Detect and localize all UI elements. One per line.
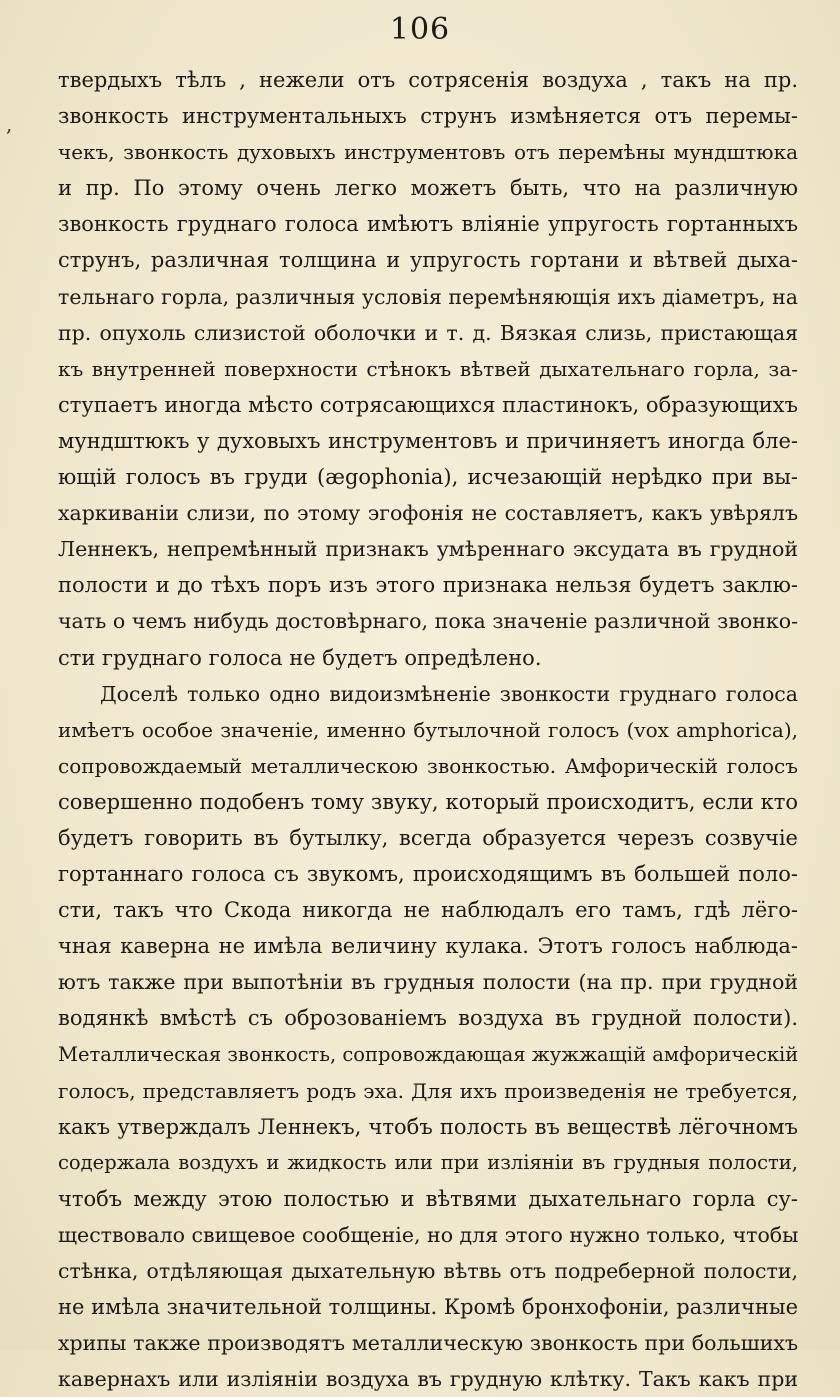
- text-line: стѣнка, отдѣляющая дыхательную вѣтвь отъ подреберной полости,: [58, 1259, 798, 1284]
- text-line: не имѣла значительной толщины. Кромѣ бронхофоніи, различные: [58, 1295, 798, 1320]
- text-line: струнъ, различная толщина и упругость гортани и вѣтвей дыха-: [58, 248, 798, 273]
- text-line: звонкость груднаго голоса имѣютъ вліяніе упругость гортанныхъ: [58, 212, 798, 237]
- text-line: какъ утверждалъ Леннекъ, чтобъ полость въ веществѣ лёгочномъ: [58, 1114, 798, 1139]
- text-line: водянкѣ вмѣстѣ съ оброзованіемъ воздуха въ грудной полости).: [58, 1006, 798, 1031]
- text-line: ступаетъ иногда мѣсто сотрясающихся пластинокъ, образующихъ: [58, 392, 798, 417]
- paragraph-start-line: Доселѣ только одно видоизмѣненіе звонкости груднаго голоса: [100, 681, 798, 706]
- page-number: 106: [389, 12, 451, 47]
- text-line: ютъ также при выпотѣніи въ грудныя полости (на пр. при грудной: [58, 970, 798, 995]
- text-line: совершенно подобенъ тому звуку, который происходитъ, если кто: [58, 789, 798, 814]
- text-line: голосъ, представляетъ родъ эха. Для ихъ произведенія не требуется,: [58, 1078, 798, 1103]
- text-line: къ внутренней поверхности стѣнокъ вѣтвей дыхательнаго горла, за-: [58, 356, 798, 381]
- text-line: хрипы также производятъ металлическую звонкость при большихъ: [58, 1331, 798, 1356]
- text-line: пр. опухоль слизистой оболочки и т. д. Вязкая слизь, пристающая: [58, 320, 798, 345]
- body-text: [58, 62, 798, 1397]
- text-line: сопровождаемый металлическою звонкостью. Амфорическій голосъ: [58, 753, 798, 778]
- text-line: имѣетъ особое значеніе, именно бутылочной голосъ (vox amphorica),: [58, 717, 798, 742]
- text-line: харкиваніи слизи, по этому эгофонія не составляетъ, какъ увѣрялъ: [58, 501, 798, 526]
- text-line: ществовало свищевое сообщеніе, но для этого нужно только, чтобы: [58, 1223, 799, 1247]
- text-line: Леннекъ, непремѣнный признакъ умѣреннаго эксудата въ грудной: [58, 537, 798, 562]
- text-line: чтобъ между этою полостью и вѣтвями дыхательнаго горла су-: [58, 1186, 798, 1211]
- text-line: звонкость инструментальныхъ струнъ измѣняется отъ перемы-: [58, 104, 798, 129]
- text-line: чать о чемъ нибудь достовѣрнаго, пока значеніе различной звонко-: [58, 609, 798, 634]
- text-line: чная каверна не имѣла величину кулака. Этотъ голосъ наблюда-: [58, 934, 798, 959]
- text-line: твердыхъ тѣлъ , нежели отъ сотрясенія воздуха , такъ на пр.: [58, 68, 798, 92]
- text-line: ющій голосъ въ груди (ægophonia), исчезающій нерѣдко при вы-: [58, 465, 798, 490]
- text-line: и пр. По этому очень легко можетъ быть, что на различную: [58, 176, 798, 201]
- paragraph-end-line: сти груднаго голоса не будетъ опредѣлено.: [58, 645, 542, 670]
- text-line: тельнаго горла, различныя условія перемѣняющія ихъ діаметръ, на: [58, 284, 798, 309]
- margin-mark: ,: [6, 112, 13, 136]
- text-line: кавернахъ или изліяніи воздуха въ грудную клѣтку. Такъ какъ при: [58, 1367, 798, 1392]
- text-line: мундштюкъ у духовыхъ инструментовъ и причиняетъ иногда бле-: [58, 428, 798, 453]
- text-line: чекъ, звонкость духовыхъ инструментовъ отъ перемѣны мундштюка: [58, 140, 798, 165]
- text-line: полости и до тѣхъ поръ изъ этого признака нельзя будетъ заклю-: [58, 573, 798, 598]
- text-line: гортаннаго голоса съ звукомъ, происходящимъ въ большей поло-: [58, 862, 798, 887]
- text-line: содержала воздухъ и жидкость или при изліяніи въ грудныя полости,: [58, 1150, 798, 1174]
- text-line: будетъ говорить въ бутылку, всегда образуется черезъ созвучіе: [58, 825, 798, 850]
- text-line: сти, такъ что Скода никогда не наблюдалъ его тамъ, гдѣ лёго-: [58, 898, 798, 923]
- text-line: Металлическая звонкость, сопровождающая жужжащій амфорическій: [58, 1042, 799, 1066]
